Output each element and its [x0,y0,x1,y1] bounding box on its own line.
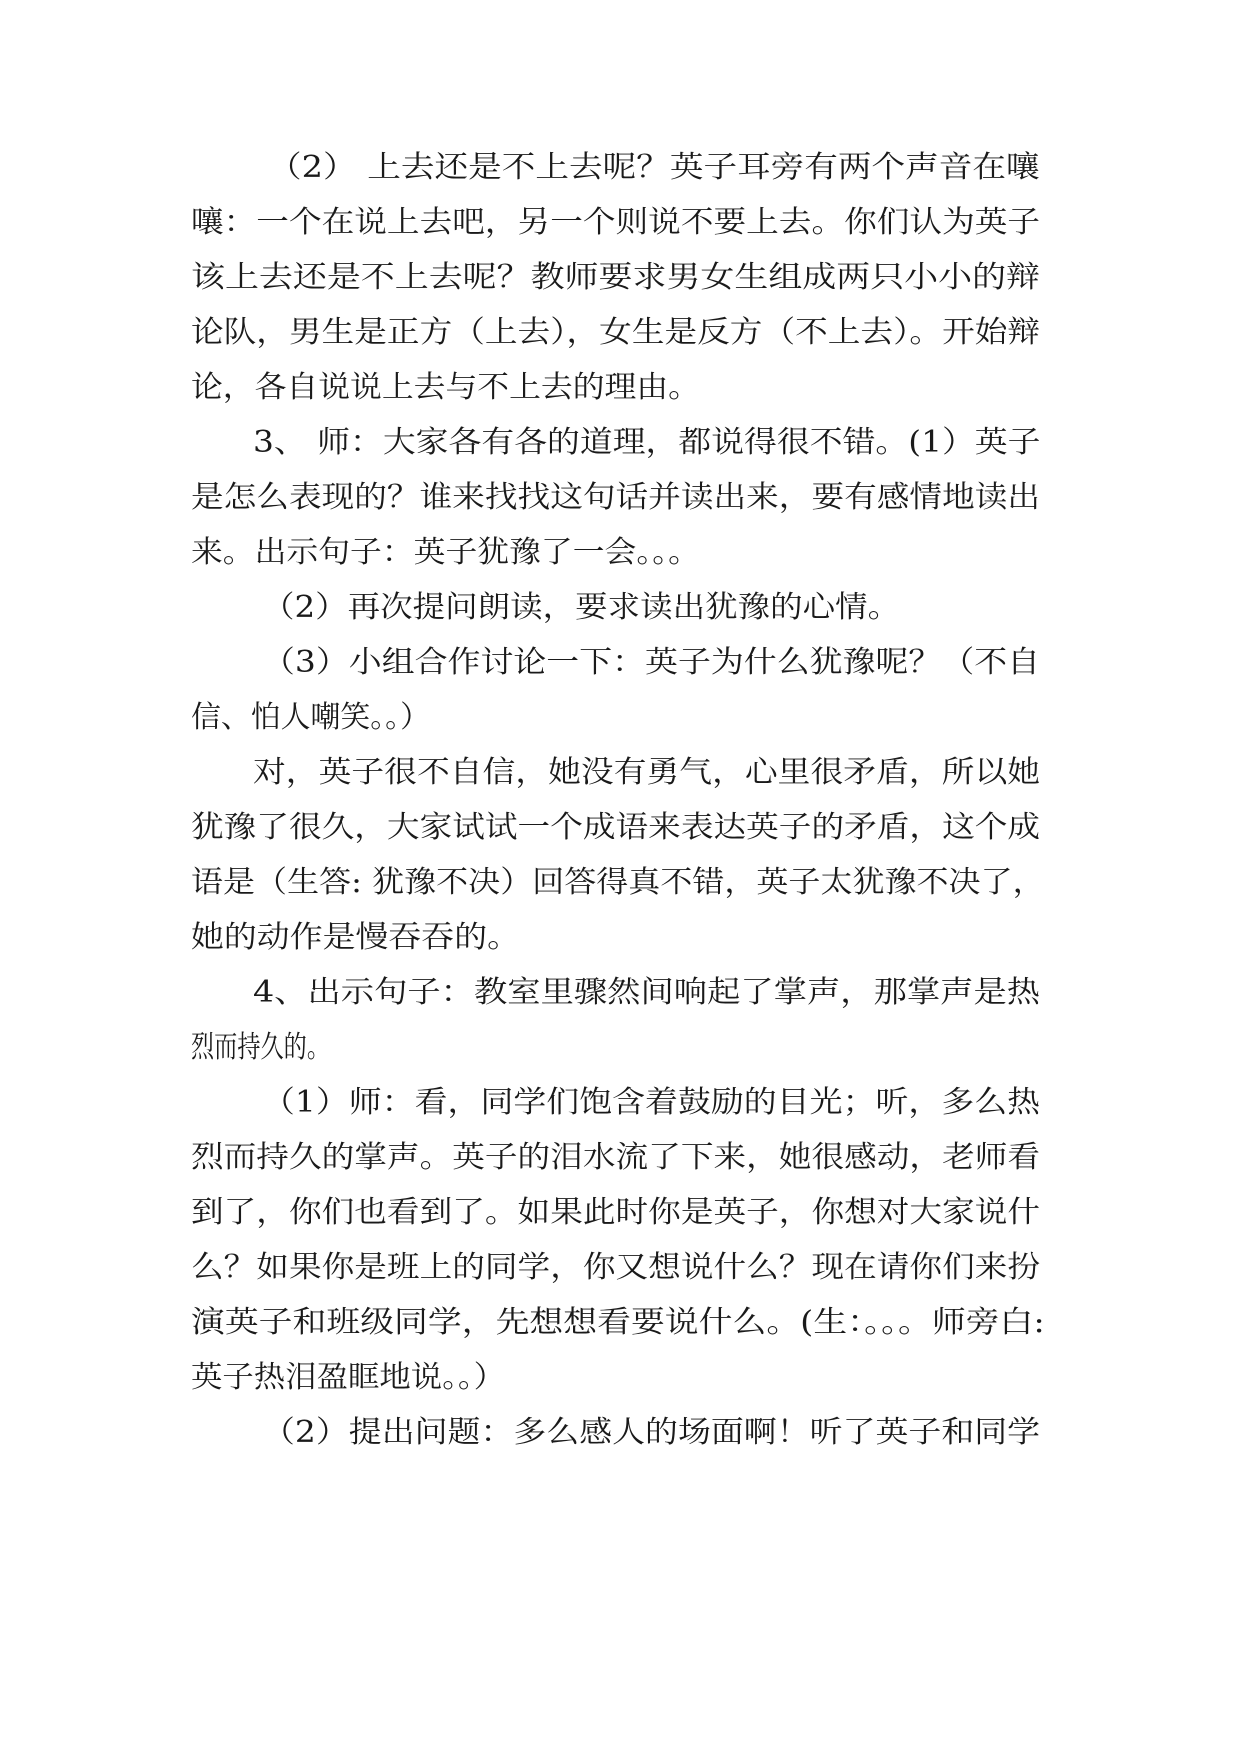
text-line: 英子热泪盈眶地说。。） [191,1360,506,1395]
text-line: 对，英子很不自信，她没有勇气，心里很矛盾，所以她 [253,755,1041,790]
text-line: （2） 上去还是不上去呢？英子耳旁有两个声音在嚷 [268,150,1040,185]
text-line: 4、出示句子：教室里骤然间响起了掌声，那掌声是热 [253,975,1041,1010]
text-line: 烈而持久的掌声。英子的泪水流了下来，她很感动，老师看 [191,1140,1041,1175]
text-line: 是怎么表现的？谁来找找这句话并读出来，要有感情地读出 [191,480,1041,515]
text-line: （2）再次提问朗读，要求读出犹豫的心情。 [262,590,901,625]
text-line: 该上去还是不上去呢？教师要求男女生组成两只小小的辩 [191,260,1040,295]
text-line: 烈而持久的。 [191,1030,330,1065]
text-line: 嚷：一个在说上去吧，另一个则说不要上去。你们认为英子 [191,205,1041,240]
text-line: 演英子和班级同学，先想想看要说什么。(生：。。。师旁白: [191,1305,1045,1340]
text-line: 语是（生答: 犹豫不决）回答得真不错，英子太犹豫不决了， [191,865,1045,900]
text-line: 信、怕人嘲笑。。） [191,700,430,735]
text-line: （1）师：看，同学们饱含着鼓励的目光；听，多么热 [262,1085,1041,1120]
text-line: 3、 师：大家各有各的道理，都说得很不错。(1）英子 [253,425,1041,460]
text-line: 犹豫了很久，大家试试一个成语来表达英子的矛盾，这个成 [191,810,1041,845]
text-line: 么？如果你是班上的同学，你又想说什么？现在请你们来扮 [191,1250,1041,1285]
text-line: 论，各自说说上去与不上去的理由。 [191,370,700,405]
text-line: 她的动作是慢吞吞的。 [191,920,521,955]
text-line: 来。出示句子：英子犹豫了一会。。。 [191,535,700,570]
text-line: （2）提出问题：多么感人的场面啊！听了英子和同学 [262,1415,1041,1450]
text-line: 到了，你们也看到了。如果此时你是英子，你想对大家说什 [191,1195,1041,1230]
text-line: 论队，男生是正方（上去），女生是反方（不上去）。开始辩 [191,315,1041,350]
text-line: （3）小组合作讨论一下：英子为什么犹豫呢？（不自 [262,645,1041,680]
